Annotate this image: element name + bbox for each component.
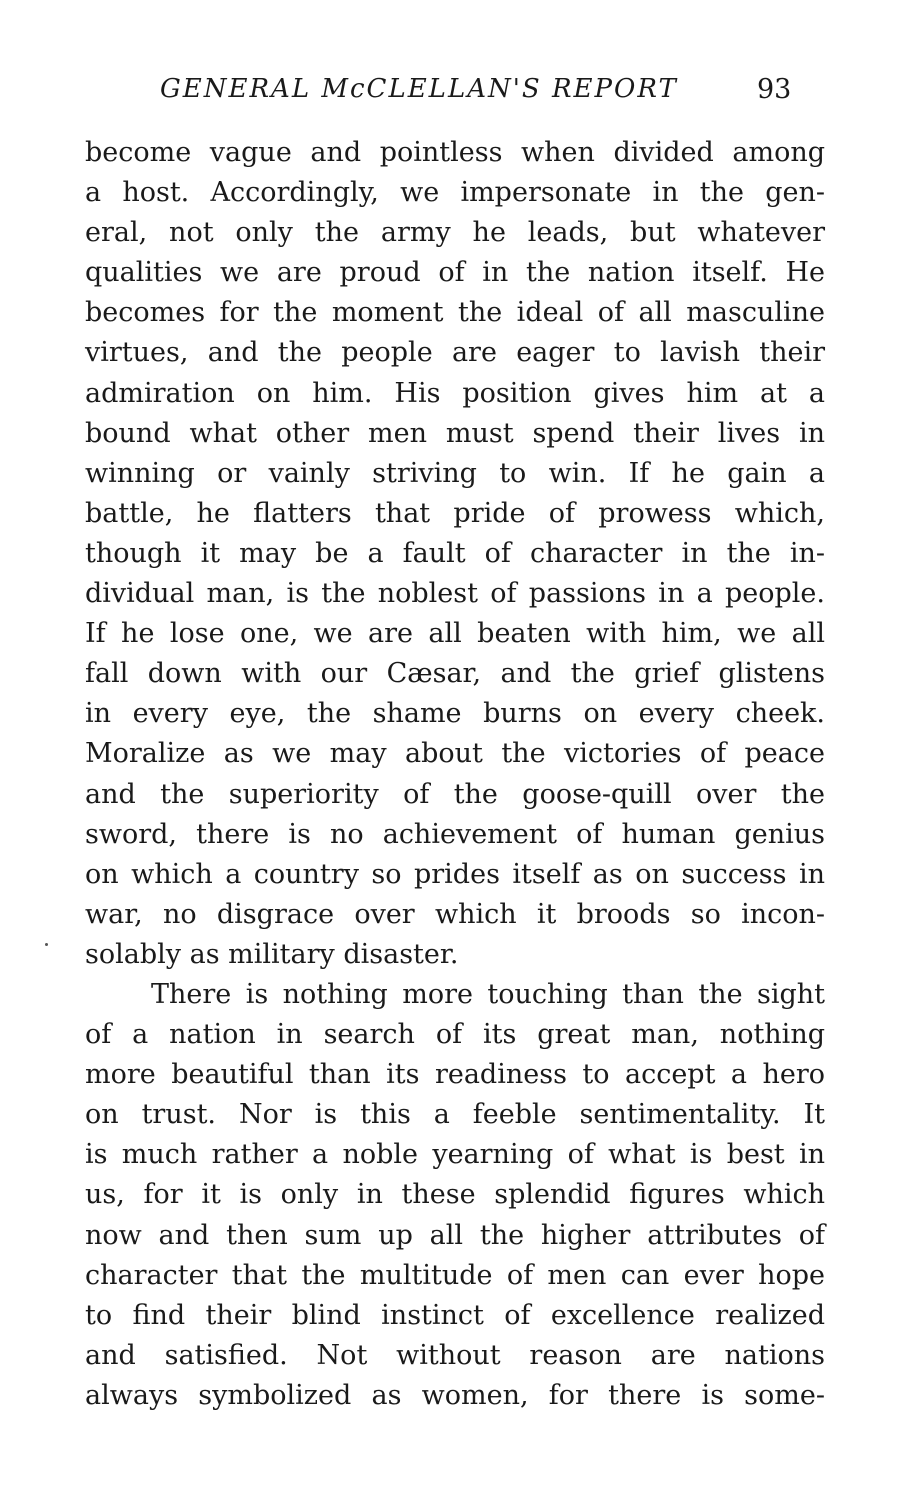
text-line: is much rather a noble yearning of what is best in xyxy=(85,1139,825,1171)
margin-speck xyxy=(45,943,48,946)
text-line: winning or vainly striving to win. If he gain a xyxy=(85,457,825,489)
text-line: admiration on him. His position gives him at a xyxy=(85,377,825,409)
text-line: on trust. Nor is this a feeble sentimentality. It xyxy=(85,1099,825,1131)
text-line: in every eye, the shame burns on every cheek. xyxy=(85,698,825,730)
text-line: dividual man, is the noblest of passions in a people. xyxy=(85,578,825,610)
text-line: now and then sum up all the higher attributes of xyxy=(85,1219,825,1251)
text-line: solably as military disaster. xyxy=(85,938,459,970)
text-line: and the superiority of the goose-quill over the xyxy=(85,778,825,810)
text-line: becomes for the moment the ideal of all masculine xyxy=(85,297,825,329)
text-line: If he lose one, we are all beaten with him, we all xyxy=(85,618,825,650)
text-line: war, no disgrace over which it broods so incon- xyxy=(85,898,825,930)
paragraph-2 xyxy=(85,975,825,1416)
text-line: more beautiful than its readiness to accept a hero xyxy=(85,1059,825,1091)
text-line: us, for it is only in these splendid figures which xyxy=(85,1179,825,1211)
text-line: battle, he flatters that pride of prowess which, xyxy=(85,497,825,529)
text-line: a host. Accordingly, we impersonate in the gen- xyxy=(85,177,825,209)
text-line: fall down with our Cæsar, and the grief glistens xyxy=(85,658,825,690)
text-line: of a nation in search of its great man, nothing xyxy=(85,1019,825,1051)
text-line: bound what other men must spend their lives in xyxy=(85,417,825,449)
text-line: qualities we are proud of in the nation itself. He xyxy=(85,257,825,289)
page-number: 93 xyxy=(757,74,792,105)
text-line: virtues, and the people are eager to lavish their xyxy=(85,337,825,369)
running-head-title: GENERAL McCLELLAN'S REPORT xyxy=(160,74,678,104)
text-line: to find their blind instinct of excellence realized xyxy=(85,1299,825,1331)
text-line: on which a country so prides itself as on success in xyxy=(85,858,825,890)
text-line: become vague and pointless when divided among xyxy=(85,137,825,168)
paragraph-1 xyxy=(85,133,825,975)
body-text xyxy=(85,133,825,1416)
text-line: eral, not only the army he leads, but whatever xyxy=(85,217,825,249)
text-line: character that the multitude of men can ever hope xyxy=(85,1259,825,1291)
text-line: always symbolized as women, for there is some- xyxy=(85,1379,825,1411)
text-line: sword, there is no achievement of human genius xyxy=(85,818,825,850)
text-line: There is nothing more touching than the sight xyxy=(151,978,825,1010)
text-line: and satisfied. Not without reason are nations xyxy=(85,1339,825,1371)
text-line: though it may be a fault of character in the in- xyxy=(85,537,825,569)
text-line: Moralize as we may about the victories of peace xyxy=(85,738,825,770)
